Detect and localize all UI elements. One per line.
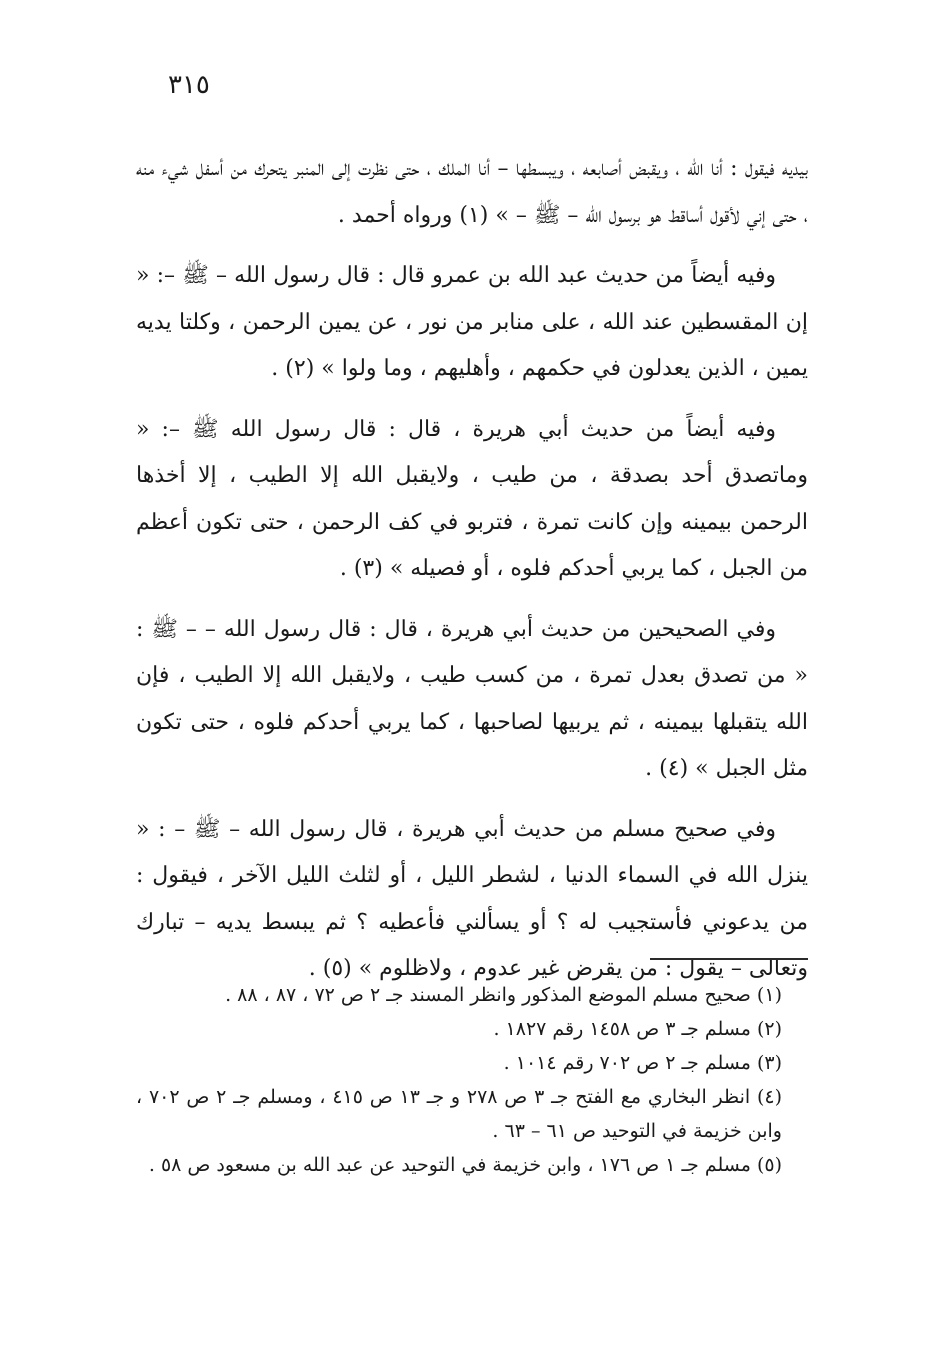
footnote-separator: [650, 958, 808, 960]
page-number: ٣١٥: [168, 70, 210, 100]
footnotes: [136, 978, 808, 1182]
footnote-5: (٥) مسلم جـ ١ ص ١٧٦ ، وابن خزيمة في التوحيد عن عبد الله بن مسعود ص ٥٨ .: [148, 1154, 782, 1176]
footnote-2: (٢) مسلم جـ ٣ ص ١٤٥٨ رقم ١٨٢٧ .: [493, 1018, 782, 1040]
footnote-4: (٤) انظر البخاري مع الفتح جـ ٣ ص ٢٧٨ و جـ ١٣ ص ٤١٥ ، ومسلم جـ ٢ ص ٧٠٢ ، وابن خزيمة في التوحيد ص ٦١ – ٦٣ .: [136, 1086, 783, 1142]
footnote-1: (١) صحيح مسلم الموضع المذكور وانظر المسند جـ ٢ ص ٧٢ ، ٨٧ ، ٨٨ .: [225, 984, 782, 1006]
main-text: [136, 146, 808, 1007]
paragraph-5: وفي صحيح مسلم من حديث أبي هريرة ، قال رسول الله – ﷺ – : « ينزل الله في السماء الدنيا ، لشطر الليل ، أو لثلث الليل الآخر ، فيقول : من يدعوني فأستجيب له ؟ أو يسألني فأعطيه ؟ ثم يبسط يديه – تبارك وتعالى – يقول : من يقرض غير عدوم ، ولاظلوم » (٥) .: [136, 816, 808, 981]
paragraph-3: وفيه أيضاً من حديث أبي هريرة ، قال : قال رسول الله ﷺ –: « وماتصدق أحد بصدقة ، من طيب ، ولايقبل الله إلا الطيب ، إلا أخذها الرحمن بيمينه وإن كانت تمرة ، فتربو في كف الرحمن ، حتى تكون أعظم من الجبل ، كما يربي أحدكم فلوه ، أو فصيله » (٣) .: [136, 416, 808, 581]
paragraph-4: وفي الصحيحين من حديث أبي هريرة ، قال : قال رسول الله – – ﷺ : « من تصدق بعدل تمرة ، من كسب طيب ، ولايقبل الله إلا الطيب ، فإن الله يتقبلها بيمينه ، ثم يربيها لصاحبها ، كما يربي أحدكم فلوه ، حتى تكون مثل الجبل » (٤) .: [136, 616, 808, 781]
paragraph-2: وفيه أيضاً من حديث عبد الله بن عمرو قال : قال رسول الله – ﷺ –: « إن المقسطين عند الله ، على منابر من نور ، عن يمين الرحمن ، وكلتا يديه يمين ، الذين يعدلون في حكمهم ، وأهليهم ، وما ولوا » (٢) .: [136, 263, 808, 381]
paragraph-1: بيديه فيقول : أنا الله ، ويقبض أصابعه ، ويبسطها – أنا الملك ، حتى نظرت إلى المنبر يتحرك من أسفل شيء منه ، حتى إني لأقول أساقط هو برسول الله – ﷺ – » (١) ورواه أحمد .: [136, 156, 808, 228]
footnote-3: (٣) مسلم جـ ٢ ص ٧٠٢ رقم ١٠١٤ .: [503, 1052, 782, 1074]
